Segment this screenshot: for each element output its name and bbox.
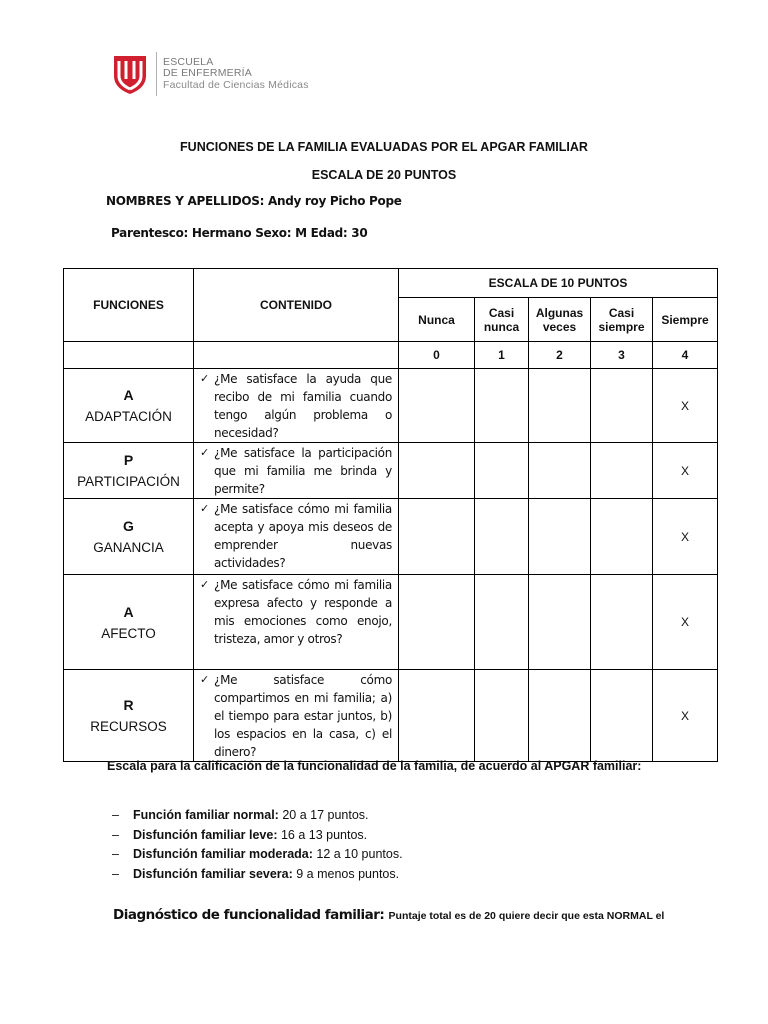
dash-bullet: – (112, 847, 119, 861)
check-icon: ✓ (200, 578, 209, 591)
function-name: PARTICIPACIÓN (77, 474, 180, 489)
function-name: ADAPTACIÓN (85, 409, 172, 424)
document-subtitle: ESCALA DE 20 PUNTOS (311, 168, 457, 182)
check-icon: ✓ (200, 502, 209, 515)
content-text: ¿Me satisface la ayuda que recibo de mi familia cuando tengo algún problema o necesidad? (214, 372, 392, 440)
level-range: 16 a 13 puntos. (277, 827, 368, 842)
logo-divider (156, 52, 157, 96)
answer-cell (399, 575, 475, 670)
answer-cell (475, 499, 529, 575)
function-name: AFECTO (101, 625, 156, 641)
function-cell (64, 369, 194, 443)
level-label: Disfunción familiar severa: (133, 866, 293, 881)
answer-cell (529, 670, 591, 762)
content-cell (194, 369, 399, 443)
answer-cell (475, 575, 529, 670)
content-text: ¿Me satisface la participación que mi familia me brinda y permite? (214, 446, 392, 496)
answer-cell (591, 443, 653, 499)
scale-intro: Escala para la calificación de la funcionalidad de la familia, de acuerdo al APGAR familiar: (107, 759, 642, 773)
function-cell (64, 575, 194, 670)
answer-mark: X (653, 575, 718, 670)
names-line: NOMBRES Y APELLIDOS: Andy roy Picho Pope (106, 194, 402, 208)
answer-cell (529, 575, 591, 670)
document-title: FUNCIONES DE LA FAMILIA EVALUADAS POR EL APGAR FAMILIAR (180, 140, 588, 154)
check-icon: ✓ (200, 446, 209, 459)
function-name: GANANCIA (93, 540, 164, 555)
content-cell (194, 443, 399, 499)
answer-cell (475, 369, 529, 443)
table-row (64, 575, 718, 670)
scale-value: 1 (475, 342, 529, 369)
header-scale: ESCALA DE 10 PUNTOS (399, 269, 718, 298)
answer-cell (399, 670, 475, 762)
answer-mark: X (653, 499, 718, 575)
list-item (112, 847, 403, 867)
logo-line-3: Facultad de Ciencias Médicas (163, 78, 309, 91)
scale-label: Nunca (399, 298, 475, 342)
table-row (64, 499, 718, 575)
answer-cell (591, 369, 653, 443)
level-label: Disfunción familiar leve: (133, 827, 278, 842)
answer-mark: X (653, 670, 718, 762)
table-row (64, 670, 718, 762)
diagnosis-line (113, 906, 664, 924)
function-cell (64, 499, 194, 575)
list-item (112, 828, 403, 848)
header-funciones: FUNCIONES (64, 269, 194, 342)
levels-list (112, 808, 403, 886)
logo-line-2: DE ENFERMERÍA (163, 67, 252, 80)
empty-cell (64, 342, 194, 369)
diagnosis-label: Diagnóstico de funcionalidad familiar: (113, 907, 389, 923)
answer-cell (529, 499, 591, 575)
level-range: 9 a menos puntos. (292, 866, 400, 881)
function-letter: R (123, 697, 134, 713)
list-item (112, 808, 403, 828)
apgar-table (63, 268, 718, 762)
answer-cell (399, 499, 475, 575)
answer-cell (475, 443, 529, 499)
answer-cell (529, 443, 591, 499)
list-item (112, 867, 403, 887)
answer-mark: X (653, 443, 718, 499)
content-cell (194, 670, 399, 762)
scale-label: Algunas veces (529, 298, 591, 342)
check-icon: ✓ (200, 372, 209, 385)
answer-cell (399, 369, 475, 443)
scale-label: Siempre (653, 298, 718, 342)
shield-icon (110, 52, 150, 96)
table-row (64, 369, 718, 443)
dash-bullet: – (112, 808, 119, 822)
table-row (64, 443, 718, 499)
answer-mark: X (653, 369, 718, 443)
answer-cell (591, 670, 653, 762)
school-logo (110, 48, 309, 100)
scale-value: 4 (653, 342, 718, 369)
function-letter: G (123, 518, 134, 534)
check-icon: ✓ (200, 673, 209, 686)
answer-cell (591, 499, 653, 575)
answer-cell (399, 443, 475, 499)
function-letter: A (123, 603, 134, 620)
relation-line: Parentesco: Hermano Sexo: M Edad: 30 (111, 226, 368, 240)
dash-bullet: – (112, 827, 119, 842)
level-range: 20 a 17 puntos. (278, 808, 369, 822)
function-letter: P (123, 452, 134, 468)
answer-cell (591, 575, 653, 670)
scale-value: 0 (399, 342, 475, 369)
dash-bullet: – (112, 866, 119, 881)
header-contenido: CONTENIDO (194, 269, 399, 342)
function-cell (64, 443, 194, 499)
function-cell (64, 670, 194, 762)
scale-value: 3 (591, 342, 653, 369)
level-range: 12 a 10 puntos. (312, 847, 403, 861)
scale-value: 2 (529, 342, 591, 369)
content-text: ¿Me satisface cómo mi familia acepta y apoya mis deseos de emprender nuevas actividades? (214, 502, 392, 570)
content-text: ¿Me satisface cómo mi familia expresa afecto y responde a mis emociones como enojo, tristeza, amor y otros? (214, 578, 392, 646)
logo-text (163, 57, 309, 92)
diagnosis-value: Puntaje total es de 20 quiere decir que esta NORMAL el (388, 910, 665, 922)
scale-label: Casi nunca (475, 298, 529, 342)
scale-label: Casi siempre (591, 298, 653, 342)
level-label: Función familiar normal: (133, 808, 279, 822)
answer-cell (529, 369, 591, 443)
content-text: ¿Me satisface cómo compartimos en mi familia; a) el tiempo para estar juntos, b) los espacios en la casa, c) el dinero? (214, 673, 392, 759)
empty-cell (194, 342, 399, 369)
content-cell (194, 499, 399, 575)
answer-cell (475, 670, 529, 762)
content-cell (194, 575, 399, 670)
function-name: RECURSOS (90, 719, 167, 734)
logo-line-1: ESCUELA (163, 55, 214, 68)
function-letter: A (123, 387, 134, 403)
level-label: Disfunción familiar moderada: (133, 847, 313, 861)
